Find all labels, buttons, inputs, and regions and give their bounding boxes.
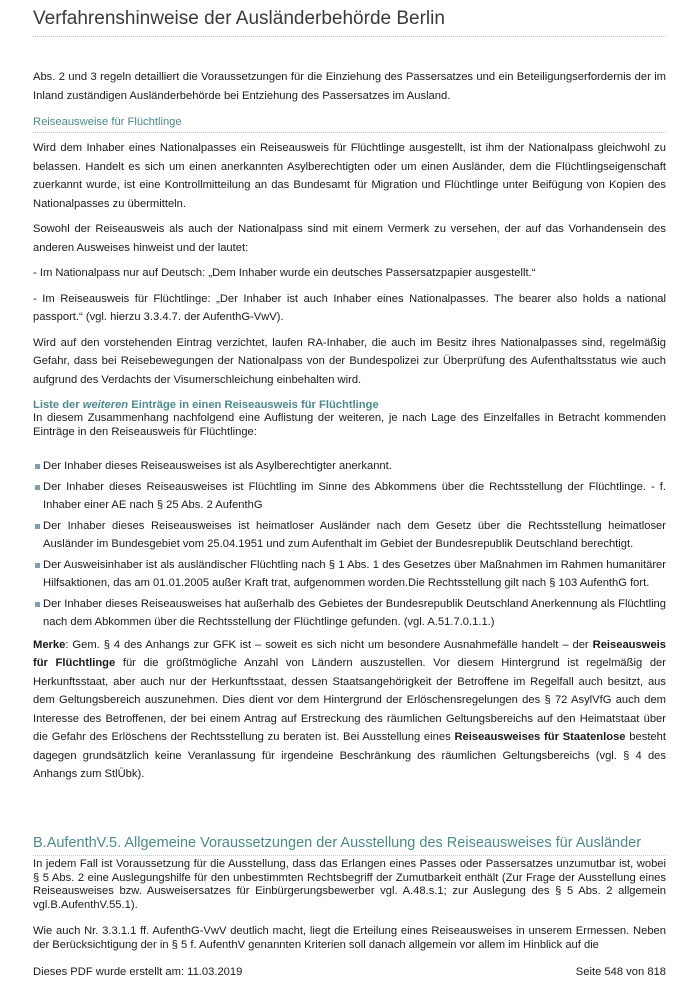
list-item [33,478,666,515]
list-heading-pre: Liste der [33,399,83,411]
paragraph: - Im Reiseausweis für Flüchtlinge: „Der Inhaber ist auch Inhaber eines Nationalpasses. The bearer also holds a national passport.“ (vgl. hierzu 3.3.4.7. der AufenthG-VwV). [33,292,666,323]
list-item [33,556,666,593]
list-item-text: Der Inhaber dieses Reiseausweises ist als Asylberechtigter anerkannt. [43,460,392,472]
section-aufenthv-5 [33,833,666,952]
paragraph: Wird dem Inhaber eines Nationalpasses ein Reiseausweis für Flüchtlinge ausgestellt, ist ihm der Nationalpass gleichwohl zu belassen. Handelt es sich um einen anerkannten Asylberechtigten oder um einen Ausländer, dem die Flüchtlingseigenschaft zuerkannt wurde, ist eine Kontrollmitteilung an das Bundesamt für Migration und Flüchtlinge unter Beifügung von Kopien des Nationalpasses zu übermitteln. [33,142,666,210]
paragraph: Sowohl der Reiseausweis als auch der Nationalpass sind mit einem Vermerk zu versehen, der auf das Vorhandensein des anderen Ausweises hinweist und der lautet: [33,223,666,254]
paragraph: Wie auch Nr. 3.3.1.1 ff. AufenthG-VwV deutlich macht, liegt die Erteilung eines Reiseausweises in unserem Ermessen. Neben der Berücksichtigung der in § 5 f. AufenthV genannten Kriterien soll danach allgemein vor allem im Hinblick auf die [33,925,666,951]
list-item-text: Der Inhaber dieses Reiseausweises ist heimatloser Ausländer nach dem Gesetz über die Rechtsstellung heimatloser Ausländer im Bundesgebiet vom 25.04.1951 und zum Aufenthalt im Gebiet der Bundesrepublik Deutschland berechtigt. [43,519,666,550]
list-intro: In diesem Zusammenhang nachfolgend eine Auflistung der weiteren, je nach Lage des Einzelfalles in Betracht kommenden Einträge in den Reiseausweis für Flüchtlinge: [33,412,666,438]
footer-page-number: Seite 548 von 818 [575,966,666,978]
entries-list [33,457,666,632]
list-item-text: Der Inhaber dieses Reiseausweises ist Flüchtling im Sinne des Abkommens über die Rechtsstellung der Flüchtlinge. - f. Inhaber einer AE nach § 25 Abs. 2 AufenthG [43,480,666,511]
paragraph: Wird auf den vorstehenden Eintrag verzichtet, laufen RA-Inhaber, die auch im Besitz ihres Nationalpasses sind, regelmäßig Gefahr, dass bei Reisebewegungen der Nationalpass von der Bundespolizei zur Überprüfung des Aufenthaltsstatus wie auch aufgrund des Verdachts der Visumerschleichung einbehalten wird. [33,336,666,386]
merke-bold: Reiseausweises für Staatenlose [454,731,626,743]
list-item-text: Der Ausweisinhaber ist als ausländischer Flüchtling nach § 1 Abs. 1 des Gesetzes über Maßnahmen im Rahmen humanitärer Hilfsaktionen, das am 01.01.2005 außer Kraft trat, aufgenommen worden.Die Rechtsstellung gilt nach § 103 AufenthG fort. [43,558,666,589]
bullet-icon [35,602,40,607]
footer-created-date: Dieses PDF wurde erstellt am: 11.03.2019 [33,966,243,978]
merke-text: besteht dagegen grundsätzlich keine Veranlassung für irgendeine Beschränkung des räumlichen Geltungsbereichs (vgl. § 4 des Anhangs zum StlÜbk). [33,731,666,780]
section-heading-refugee-passports: Reiseausweise für Flüchtlinge [33,114,666,133]
merke-label: Merke [33,638,66,651]
intro-paragraph: Abs. 2 und 3 regeln detailliert die Voraussetzungen für die Einziehung des Passersatzes und ein Beteiligungserfordernis der im Inland zuständigen Ausländerbehörde bei Entziehung des Passersatzes im Ausland. [33,71,666,102]
bullet-icon [35,464,40,469]
paragraph: - Im Nationalpass nur auf Deutsch: „Dem Inhaber wurde ein deutsches Passersatzpapier ausgestellt.“ [33,267,536,279]
bullet-icon [35,485,40,490]
page-title: Verfahrenshinweise der Ausländerbehörde Berlin [33,8,666,37]
merke-text: für die größtmögliche Anzahl von Ländern auszustellen. Vor diesem Hintergrund ist regelmäßig der Herkunftsstaat, aber auch nur der Herkunftsstaat, dessen Staatsangehörigkeit der Betroffene im Regelfall auch besitzt, aus dem Geltungsbereich auszunehmen. Dies dient vor dem Hintergrund der Erlöschensregelungen des § 72 AsylVfG auch dem Interesse des Betroffenen, der bei einem Antrag auf Erstreckung des räumlichen Geltungsbereichs auf den Heimatstaat über die Gefahr des Erlöschens der Rechtsstellung zu beraten ist. Bei Ausstellung eines [33,657,666,743]
list-item-text: Der Inhaber dieses Reiseausweises hat außerhalb des Gebietes der Bundesrepublik Deutschland Anerkennung als Flüchtling nach dem Abkommen über die Rechtsstellung der Flüchtlinge gefunden. (vgl. A.51.7.0.1.1.) [43,597,666,628]
list-heading-emphasis: weiteren [82,399,129,411]
page-footer [33,966,666,978]
merke-paragraph [33,636,666,784]
list-item [33,457,666,476]
list-heading [33,398,666,412]
merke-text: : Gem. § 4 des Anhangs zur GFK ist – soweit es sich nicht um besondere Ausnahmefälle handelt – der [65,638,593,651]
list-item [33,595,666,632]
paragraph: In jedem Fall ist Voraussetzung für die Ausstellung, dass das Erlangen eines Passes oder Passersatzes unzumutbar ist, wobei § 5 Abs. 2 eine Auslegungshilfe für den unbestimmten Rechtsbegriff der Zumutbarkeit enthält (Zur Frage der Ausstellung eines Reiseausweises bzw. Ausweisersatzes für Einbürgerungsbewerber vgl. A.48.s.1; zur Auslegung des § 5 Abs. 2 allgemein vgl.B.AufenthV.55.1). [33,858,666,911]
list-item [33,517,666,554]
merke-bold: Reiseausweis für Flüchtlinge [33,638,666,669]
section-title: B.AufenthV.5. Allgemeine Voraussetzungen der Ausstellung des Reiseausweises für Ausländer [33,833,666,856]
list-heading-post: Einträge in einen Reiseausweis für Flüchtlinge [128,399,379,411]
bullet-icon [35,524,40,529]
main-content [33,68,666,784]
bullet-icon [35,563,40,568]
